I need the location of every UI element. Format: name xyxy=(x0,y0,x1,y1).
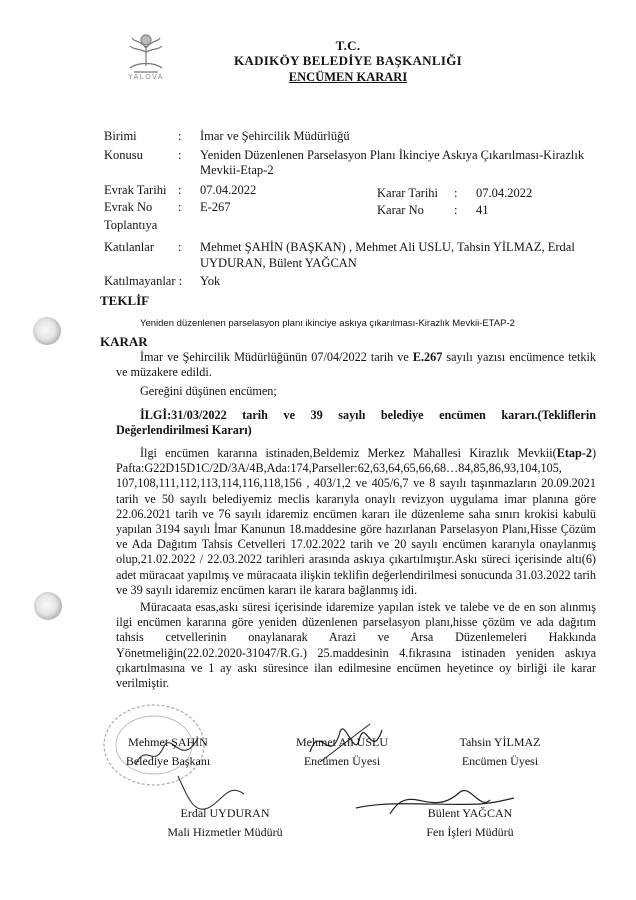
katilanlar-value-line2: UYDURAN, Bülent YAĞCAN xyxy=(200,256,357,270)
signature-block-fen-isleri xyxy=(400,806,540,840)
signer-name: Mehmet ŞAHİN xyxy=(128,735,208,749)
karar-paragraph-4: Müracaata esas,askı süresi içerisinde idaremize yapılan istek ve talebe ve de en son alınmış ilgi encümen kararına göre yeniden düzenlenen parselasyon planı,hisse çözüm ve ada dağıtım tahsis cetvellerinin onaylanarak Arazi ve Arsa Düzenlemeleri Hakkında Yönetmeliğin(22.02.2020-31047/R.G.) 25.maddesinin 4.fıkrasına istinaden yeniden askıya çıkartılmasına ve 1 ay askı süresince ilan edilmesine encümen heyetince oy birliği ile karar verilmiştir. xyxy=(116,600,596,691)
municipality-name: KADIKÖY BELEDİYE BAŞKANLIĞI xyxy=(234,53,462,68)
signer-title: Belediye Başkanı xyxy=(125,754,211,768)
birimi-value: İmar ve Şehircilik Müdürlüğü xyxy=(200,129,350,143)
katilmayanlar-label: Katılmayanlar : xyxy=(104,274,183,288)
teklif-heading: TEKLİF xyxy=(100,293,150,308)
karar-tarihi-label: Karar Tarihi xyxy=(377,186,439,200)
municipality-logo xyxy=(118,28,174,88)
tc-label: T.C. xyxy=(335,38,361,53)
karar-no-value: 41 xyxy=(476,203,489,217)
karar-heading: KARAR xyxy=(100,334,148,349)
karar-no-colon: : xyxy=(454,203,458,217)
teklif-text: Yeniden düzenlenen parselasyon planı ikinciye askıya çıkarılması-Kirazlık Mevkii-ETAP-2 xyxy=(140,318,515,329)
konusu-colon: : xyxy=(178,148,182,162)
birimi-colon: : xyxy=(178,129,182,143)
birimi-label: Birimi xyxy=(104,129,137,143)
karar-tarihi-value: 07.04.2022 xyxy=(476,186,533,200)
karar-p3-etap: Etap-2 xyxy=(556,446,592,460)
signer-name: Erdal UYDURAN xyxy=(180,806,270,820)
ilgi-reference: İLGİ:31/03/2022 tarih ve 39 sayılı belediye encümen kararı.(Tekliflerin Değerlendirilmesi Kararı) xyxy=(116,408,596,438)
katilanlar-label: Katılanlar xyxy=(104,240,154,254)
konusu-label: Konusu xyxy=(104,148,143,162)
karar-p3-c: ) Pafta:G22D15D1C/2D/3A/4B,Ada:174,Parseller:62,63,64,65,66,68…84,85,86,93,104,105, 107,108,111,112,113,114,116,118,156 , 403/1,2 ve 405/6,7 ve 8 sayılı taşınmazların 20.09.2021 tarih ve 50 sayılı belediyemiz meclis kararıyla onaylı revizyon uygulama imar planına göre 22.06.2021 tarih ve 76 sayılı idaremiz encümen kararı ile düzenleme saha sınırı krokisi kabulü yapılan 3194 sayılı İmar Kanunun 18.maddesine göre hazırlanan Parselasyon Planı,Hisse Çözüm ve Ada Dağıtım Tahsis Cetvelleri 17.02.2022 tarih ve 20 sayılı encümen kararıyla onaylanmış olup,21.02.2022 / 22.03.2022 tarihleri arasında askıya çıkartılmıştır.Askı süreci içerisinde altı(6) adet müracaat yapılmış ve müracaata ilişkin teklifin değerlendirilmesi sonucunda 31.03.2022 tarih ve 39 sayılı idaremiz encümen kararı ile karara bağlanmış idi. xyxy=(116,446,596,597)
katilmayanlar-value: Yok xyxy=(200,274,221,288)
logo-text: YALOVA xyxy=(128,74,164,81)
toplanti-label: Toplantıya xyxy=(104,218,158,232)
karar-paragraph-1 xyxy=(116,350,596,380)
katilanlar-value-line1: Mehmet ŞAHİN (BAŞKAN) , Mehmet Ali USLU, Tahsin YİLMAZ, Erdal xyxy=(200,240,575,254)
konusu-value-line2: Mevkii-Etap-2 xyxy=(200,163,274,177)
signer-name: Tahsin YİLMAZ xyxy=(459,735,541,749)
punch-hole-top xyxy=(33,317,61,345)
signer-name: Bülent YAĞCAN xyxy=(427,806,513,820)
karar-paragraph-3 xyxy=(116,446,596,598)
karar-p1-a: İmar ve Şehircilik Müdürlüğünün 07/04/2022 tarih ve xyxy=(140,350,413,364)
evrak-no-colon: : xyxy=(178,200,182,214)
signer-title: Mali Hizmetler Müdürü xyxy=(167,825,283,839)
katilanlar-colon: : xyxy=(178,240,182,254)
signer-title: Fen İşleri Müdürü xyxy=(426,825,514,839)
signature-block-mali-hizmetler xyxy=(155,806,295,840)
signer-name: Mehmet Ali USLU xyxy=(296,735,388,749)
karar-paragraph-2: Gereğini düşünen encümen; xyxy=(140,384,277,398)
signature-block-baskan xyxy=(108,735,228,769)
signature-block-uye-uslu xyxy=(282,735,402,769)
evrak-tarihi-label: Evrak Tarihi xyxy=(104,183,167,197)
karar-no-label: Karar No xyxy=(377,203,424,217)
karar-p3-a: İlgi encümen kararına istinaden,Beldemiz Merkez Mahallesi Kirazlık Mevkii( xyxy=(140,446,557,460)
evrak-tarihi-value: 07.04.2022 xyxy=(200,183,257,197)
signature-block-uye-yilmaz xyxy=(440,735,560,769)
karar-tarihi-colon: : xyxy=(454,186,458,200)
karar-p1-c: sayılı yazısı encümence tetkik ve müzakere edildi. xyxy=(116,350,596,380)
evrak-tarihi-colon: : xyxy=(178,183,182,197)
evrak-no-value: E-267 xyxy=(200,200,231,214)
signer-title: Encümen Üyesi xyxy=(461,754,539,768)
punch-hole-bottom xyxy=(34,592,62,620)
evrak-no-label: Evrak No xyxy=(104,200,153,214)
document-title: ENCÜMEN KARARI xyxy=(288,70,408,84)
konusu-value-line1: Yeniden Düzenlenen Parselasyon Planı İkinciye Askıya Çıkarılması-Kirazlık xyxy=(200,148,585,162)
signer-title: Encümen Üyesi xyxy=(303,754,381,768)
karar-p1-ref: E.267 xyxy=(412,350,443,364)
